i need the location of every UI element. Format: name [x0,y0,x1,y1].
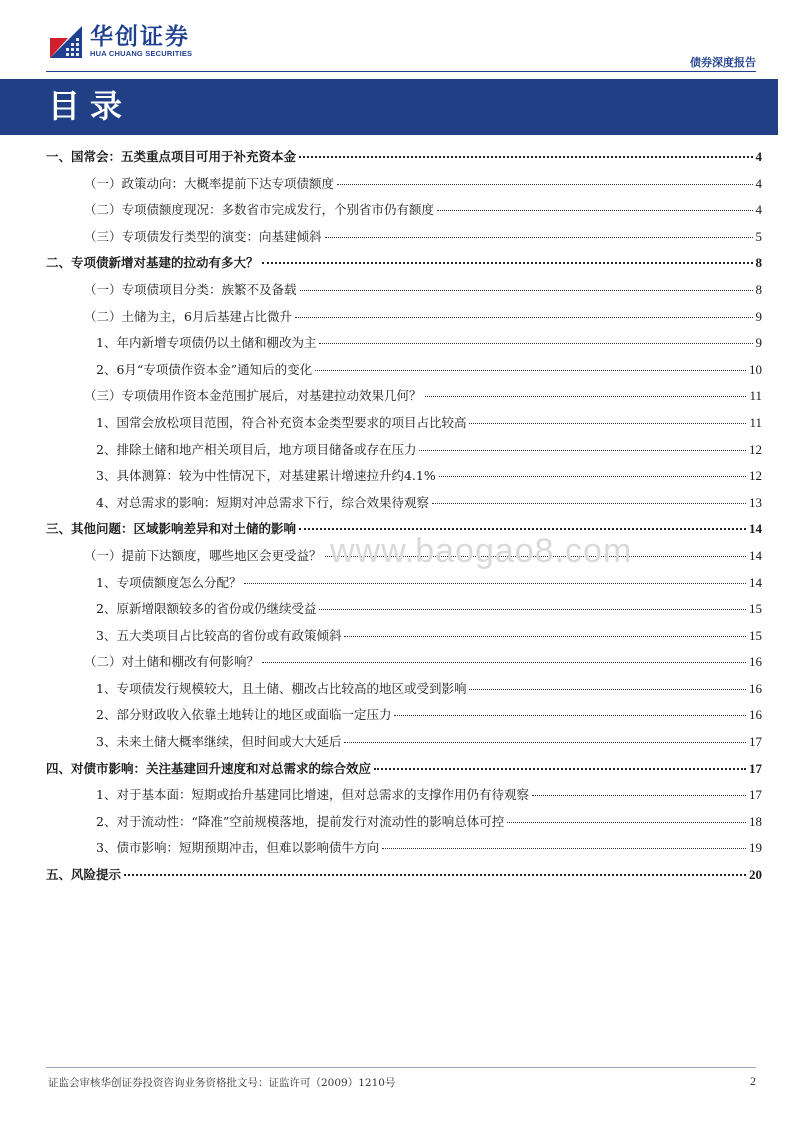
toc-entry-page: 10 [749,361,762,377]
toc-entry[interactable] [46,490,762,517]
toc-dot-leader [262,262,753,264]
toc-entry[interactable] [46,570,762,597]
toc-entry-title: 3、五大类项目占比较高的省份或有政策倾斜 [96,627,342,643]
toc-entry-page: 17 [749,734,762,750]
toc-entry-page: 9 [755,308,762,324]
toc-entry[interactable] [46,729,762,756]
toc-dot-leader [319,609,746,610]
toc-entry-title: 1、专项债额度怎么分配？ [96,574,242,590]
toc-dot-leader [299,528,746,530]
toc-entry-title: （一）专项债项目分类：族繁不及备载 [84,281,297,297]
toc-dot-leader [425,396,747,397]
header-divider [46,71,756,72]
toc-dot-leader [325,556,746,557]
toc-dot-leader [382,848,746,849]
toc-entry-page: 9 [755,335,762,351]
toc-entry-page: 14 [749,574,762,590]
toc-dot-leader [124,874,746,876]
company-logo [48,24,192,60]
toc-entry[interactable] [46,782,762,809]
toc-dot-leader [337,184,752,185]
toc-entry[interactable] [46,197,762,224]
toc-entry-page: 11 [749,388,762,404]
toc-entry-title: 三、其他问题：区域影响差异和对土储的影响 [46,521,297,537]
toc-entry[interactable] [46,330,762,357]
toc-entry[interactable] [46,144,762,171]
toc-entry[interactable] [46,835,762,862]
toc-entry-title: 3、未来土储大概率继续，但时间或大大延后 [96,734,342,750]
toc-entry-title: 2、原新增限额较多的省份或仍继续受益 [96,601,317,617]
toc-entry-title: 1、国常会放松项目范围，符合补充资本金类型要求的项目占比较高 [96,414,467,430]
toc-entry[interactable] [46,649,762,676]
toc-entry-page: 11 [749,414,762,430]
footer-license: 证监会审核华创证券投资咨询业务资格批文号：证监许可（2009）1210号 [48,1077,396,1089]
toc-dot-leader [532,795,746,796]
toc-entry[interactable] [46,676,762,703]
toc-dot-leader [244,583,746,584]
toc-entry-title: 一、国常会：五类重点项目可用于补充资本金 [46,149,297,164]
toc-entry[interactable] [46,862,762,889]
toc-entry-title: 2、对于流动性：“降准”空前规模落地，提前发行对流动性的影响总体可控 [96,813,505,829]
toc-entry[interactable] [46,250,762,277]
toc-entry[interactable] [46,596,762,623]
toc-entry-title: （一）提前下达额度，哪些地区会更受益？ [84,547,322,563]
toc-entry[interactable] [46,623,762,650]
toc-entry-title: （一）政策动向：大概率提前下达专项债额度 [84,175,335,191]
toc-entry-page: 4 [755,149,762,164]
toc-entry-title: 四、对债市影响：关注基建回升速度和对总需求的综合效应 [46,760,372,776]
toc-entry-page: 4 [755,175,762,191]
toc-dot-leader [469,689,746,690]
toc-entry-page: 16 [749,707,762,723]
toc-entry-title: 2、排除土储和地产相关项目后，地方项目储备或存在压力 [96,441,417,457]
toc-entry-page: 4 [755,202,762,218]
toc-dot-leader [469,423,746,424]
toc-entry-title: 二、专项债新增对基建的拉动有多大？ [46,255,259,271]
toc-entry-page: 16 [749,680,762,696]
toc-entry-page: 15 [749,627,762,643]
toc-dot-leader [437,210,752,211]
toc-dot-leader [300,290,753,291]
toc-entry-page: 15 [749,601,762,617]
toc-entry-page: 12 [749,468,762,484]
watermark: www.baogao8.com [330,532,633,570]
toc-entry-page: 17 [749,787,762,803]
toc-entry-title: （二）专项债额度现况：多数省市完成发行，个别省市仍有额度 [84,202,435,218]
page-number: 2 [750,1074,756,1088]
section-banner [0,79,778,135]
toc-entry-page: 14 [749,521,762,537]
logo-mark-icon [48,24,84,60]
toc-entry-page: 14 [749,547,762,563]
toc-entry-title: 五、风险提示 [46,867,122,883]
toc-entry-title: （三）专项债用作资本金范围扩展后，对基建拉动效果几何？ [84,388,422,404]
toc-entry[interactable] [46,410,762,437]
toc-entry-title: （二）对土储和棚改有何影响？ [84,654,260,670]
toc-entry[interactable] [46,543,762,570]
toc-entry-page: 18 [749,813,762,829]
toc-entry[interactable] [46,171,762,198]
toc-entry-page: 19 [749,840,762,856]
toc-dot-leader [419,450,746,451]
toc-dot-leader [315,370,746,371]
toc-dot-leader [374,768,746,770]
toc-entry[interactable] [46,304,762,331]
logo-en: HUA CHUANG SECURITIES [90,49,193,58]
toc-entry-page: 20 [749,867,762,883]
toc-entry[interactable] [46,516,762,543]
toc-entry-title: （二）土储为主，6月后基建占比微升 [84,308,292,324]
toc-entry[interactable] [46,224,762,251]
toc-dot-leader [262,662,746,663]
toc-entry-title: 2、6月“专项债作资本金”通知后的变化 [96,361,313,377]
toc-entry[interactable] [46,383,762,410]
toc-entry[interactable] [46,463,762,490]
toc-entry-page: 12 [749,441,762,457]
toc-entry-title: 1、专项债发行规模较大，且土储、棚改占比较高的地区或受到影响 [96,680,467,696]
toc-entry-title: 1、对于基本面：短期或抬升基建同比增速，但对总需求的支撑作用仍有待观察 [96,787,529,803]
toc-entry-title: 2、部分财政收入依靠土地转让的地区或面临一定压力 [96,707,392,723]
toc-dot-leader [344,636,746,637]
toc-dot-leader [325,237,753,238]
toc-entry-title: 4、对总需求的影响：短期对冲总需求下行，综合效果待观察 [96,494,429,510]
toc-dot-leader [295,317,753,318]
toc-entry-page: 17 [749,760,762,776]
toc-entry-title: 3、具体测算：较为中性情况下，对基建累计增速拉升约4.1% [96,468,436,484]
toc-entry-title: 3、债市影响：短期预期冲击，但难以影响债牛方向 [96,840,379,856]
toc-entry-page: 13 [749,494,762,510]
report-type: 债券深度报告 [690,56,756,69]
toc-entry[interactable] [46,702,762,729]
logo-cn: 华创证券 [90,24,190,50]
toc-entry[interactable] [46,809,762,836]
toc-dot-leader [439,476,746,477]
toc-entry[interactable] [46,756,762,783]
toc-entry-page: 8 [755,255,762,271]
toc-dot-leader [394,715,746,716]
toc-entry-page: 16 [749,654,762,670]
toc-entry-page: 8 [755,281,762,297]
toc-dot-leader [319,343,752,344]
toc-dot-leader [432,503,746,504]
toc-entry-title: 1、年内新增专项债仍以土储和棚改为主 [96,335,317,351]
toc-dot-leader [344,742,746,743]
toc-entry[interactable] [46,277,762,304]
toc-entry-page: 5 [755,228,762,244]
table-of-contents [46,144,762,889]
page-header [0,0,800,80]
toc-dot-leader [507,822,746,823]
toc-entry[interactable] [46,437,762,464]
toc-entry[interactable] [46,357,762,384]
footer-divider [46,1067,756,1068]
toc-dot-leader [299,156,752,158]
page-title: 目录 [48,87,133,125]
toc-entry-title: （三）专项债发行类型的演变：向基建倾斜 [84,228,322,244]
